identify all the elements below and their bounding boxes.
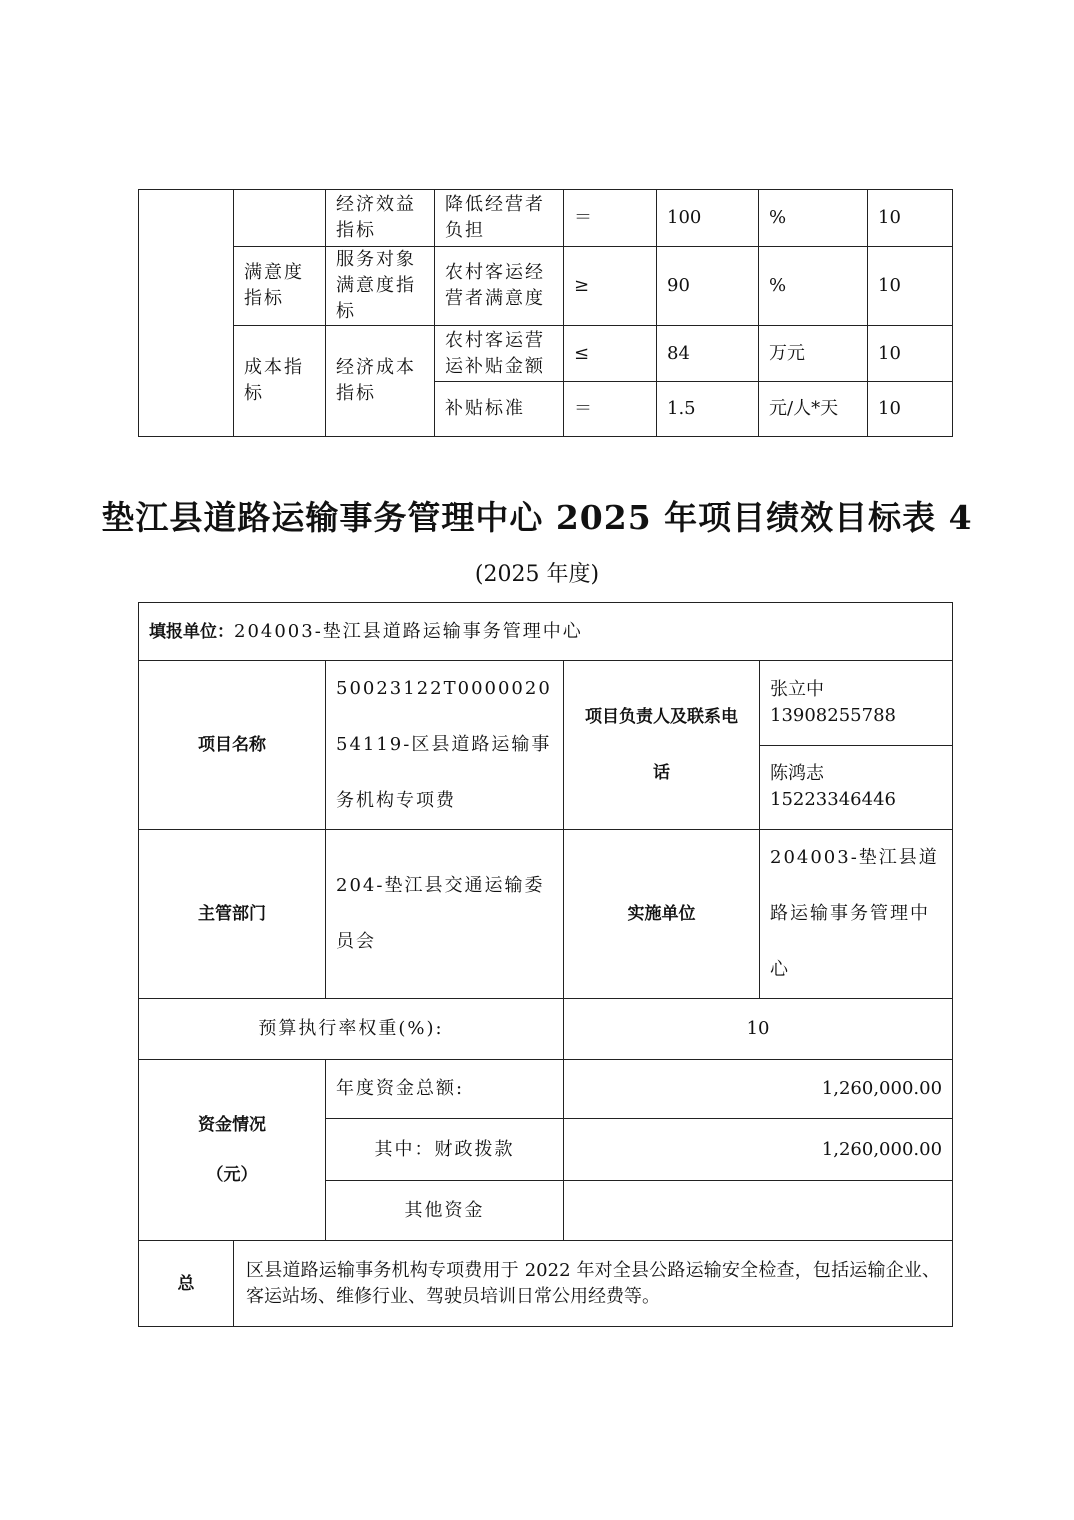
table-row <box>139 830 953 999</box>
weight: 10 <box>868 382 953 437</box>
target-value: 100 <box>657 190 759 247</box>
indicator-item: 农村客运经营者满意度 <box>435 247 564 326</box>
impl-unit-value: 204003-垫江县道路运输事务管理中心 <box>760 830 953 999</box>
dept-value: 204-垫江县交通运输委员会 <box>326 830 564 999</box>
target-value: 1.5 <box>657 382 759 437</box>
table-row <box>139 603 953 661</box>
other-funds-label: 其他资金 <box>326 1181 564 1241</box>
indicator-item: 补贴标准 <box>435 382 564 437</box>
reporting-unit-label: 填报单位： <box>149 621 234 642</box>
page-title: 垫江县道路运输事务管理中心 2025 年项目绩效目标表 4 <box>101 498 973 537</box>
target-value: 90 <box>657 247 759 326</box>
indicator-name: 经济效益指标 <box>326 190 435 247</box>
table-row <box>139 999 953 1060</box>
indicator-category: 成本指标 <box>234 326 326 437</box>
indicator-name: 服务对象满意度指标 <box>326 247 435 326</box>
summary-text: 区县道路运输事务机构专项费用于 2022 年对全县公路运输安全检查，包括运输企业、客运站场、维修行业、驾驶员培训日常公用经费等。 <box>234 1241 953 1327</box>
performance-target-table <box>138 602 953 1327</box>
operator: ＝ <box>564 190 657 247</box>
fiscal-funds-value: 1,260,000.00 <box>564 1119 953 1181</box>
reporting-unit-value: 204003-垫江县道路运输事务管理中心 <box>234 620 583 642</box>
unit: % <box>759 190 868 247</box>
indicator-row <box>139 247 953 326</box>
reporting-unit-cell <box>139 603 953 661</box>
weight: 10 <box>868 326 953 382</box>
project-name-label: 项目名称 <box>139 661 326 830</box>
operator: ≥ <box>564 247 657 326</box>
table-row <box>139 661 953 746</box>
budget-rate-label: 预算执行率权重(%): <box>139 999 564 1060</box>
contact-label: 项目负责人及联系电话 <box>564 661 760 830</box>
budget-rate-value: 10 <box>564 999 953 1060</box>
table-row <box>139 1060 953 1119</box>
blank-cell <box>139 190 234 437</box>
weight: 10 <box>868 247 953 326</box>
operator: ＝ <box>564 382 657 437</box>
project-name-value: 50023122T000002054119-区县道路运输事务机构专项费 <box>326 661 564 830</box>
contact-person-1: 张立中 13908255788 <box>760 661 953 746</box>
summary-label: 总 <box>139 1241 234 1327</box>
target-value: 84 <box>657 326 759 382</box>
annual-total-value: 1,260,000.00 <box>564 1060 953 1119</box>
page-subtitle: (2025 年度) <box>474 562 600 587</box>
indicator-item: 降低经营者负担 <box>435 190 564 247</box>
table-row <box>139 1241 953 1327</box>
funds-label-line1: 资金情况 <box>198 1115 266 1135</box>
other-funds-value <box>564 1181 953 1241</box>
blank-cell <box>234 190 326 247</box>
funds-label <box>139 1060 326 1241</box>
indicator-table <box>138 189 953 437</box>
indicator-row <box>139 326 953 382</box>
impl-unit-label: 实施单位 <box>564 830 760 999</box>
indicator-name: 经济成本指标 <box>326 326 435 437</box>
funds-label-line2: （元） <box>206 1165 258 1185</box>
unit: % <box>759 247 868 326</box>
indicator-category: 满意度指标 <box>234 247 326 326</box>
unit: 元/人*天 <box>759 382 868 437</box>
contact-person-2: 陈鸿志 15223346446 <box>760 745 953 830</box>
annual-total-label: 年度资金总额: <box>326 1060 564 1119</box>
operator: ≤ <box>564 326 657 382</box>
weight: 10 <box>868 190 953 247</box>
fiscal-funds-label: 其中：财政拨款 <box>326 1119 564 1181</box>
dept-label: 主管部门 <box>139 830 326 999</box>
indicator-row <box>139 190 953 247</box>
unit: 万元 <box>759 326 868 382</box>
indicator-item: 农村客运营运补贴金额 <box>435 326 564 382</box>
